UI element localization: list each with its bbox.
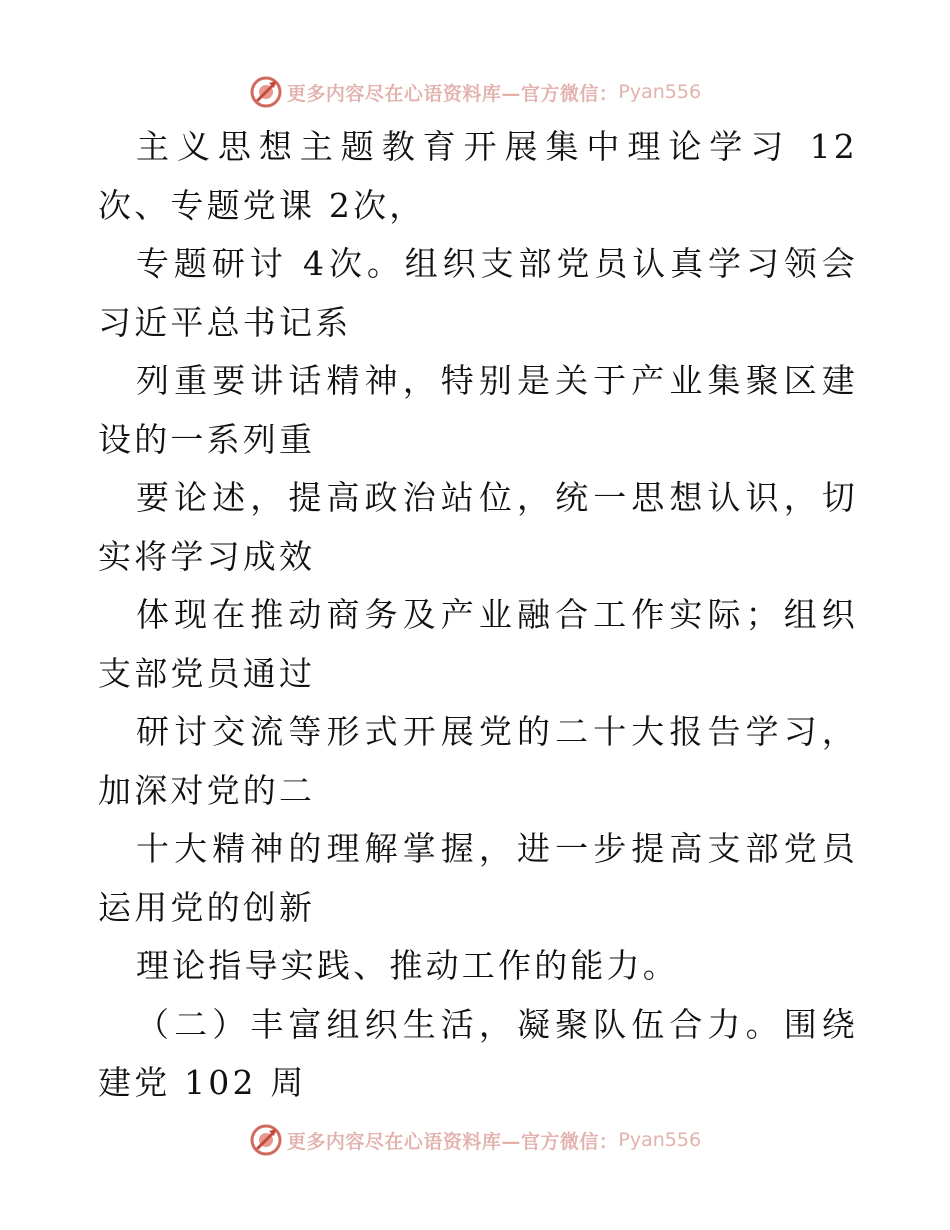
paragraph: 研讨交流等形式开展党的二十大报告学习，加深对党的二 xyxy=(98,712,858,810)
watermark-wechat-id: Pyan556 xyxy=(618,1129,702,1151)
paragraph: 十大精神的理解掌握，进一步提高支部党员运用党的创新 xyxy=(98,829,858,927)
paragraph: 专题研讨 4次。组织支部党员认真学习领会习近平总书记系 xyxy=(98,244,858,342)
watermark-wechat-id: Pyan556 xyxy=(618,81,702,103)
paragraph: （二）丰富组织生活，凝聚队伍合力。围绕建党 102 周 xyxy=(98,1004,858,1102)
footer-watermark xyxy=(0,1120,950,1160)
stamp-logo-icon xyxy=(249,1123,283,1157)
watermark-text: 更多内容尽在心语资料库—官方微信： xyxy=(286,82,619,105)
paragraph: 理论指导实践、推动工作的能力。 xyxy=(136,946,679,985)
paragraph: 体现在推动商务及产业融合工作实际；组织支部党员通过 xyxy=(98,595,858,693)
stamp-logo-icon xyxy=(249,75,283,109)
paragraph: 列重要讲话精神，特别是关于产业集聚区建设的一系列重 xyxy=(98,361,858,459)
document-body xyxy=(98,118,858,1113)
paragraph: 主义思想主题教育开展集中理论学习 12 次、专题党课 2次， xyxy=(98,127,858,225)
paragraph: 要论述，提高政治站位，统一思想认识，切实将学习成效 xyxy=(98,478,858,576)
watermark-text: 更多内容尽在心语资料库—官方微信： xyxy=(286,1130,619,1153)
header-watermark xyxy=(0,72,950,112)
